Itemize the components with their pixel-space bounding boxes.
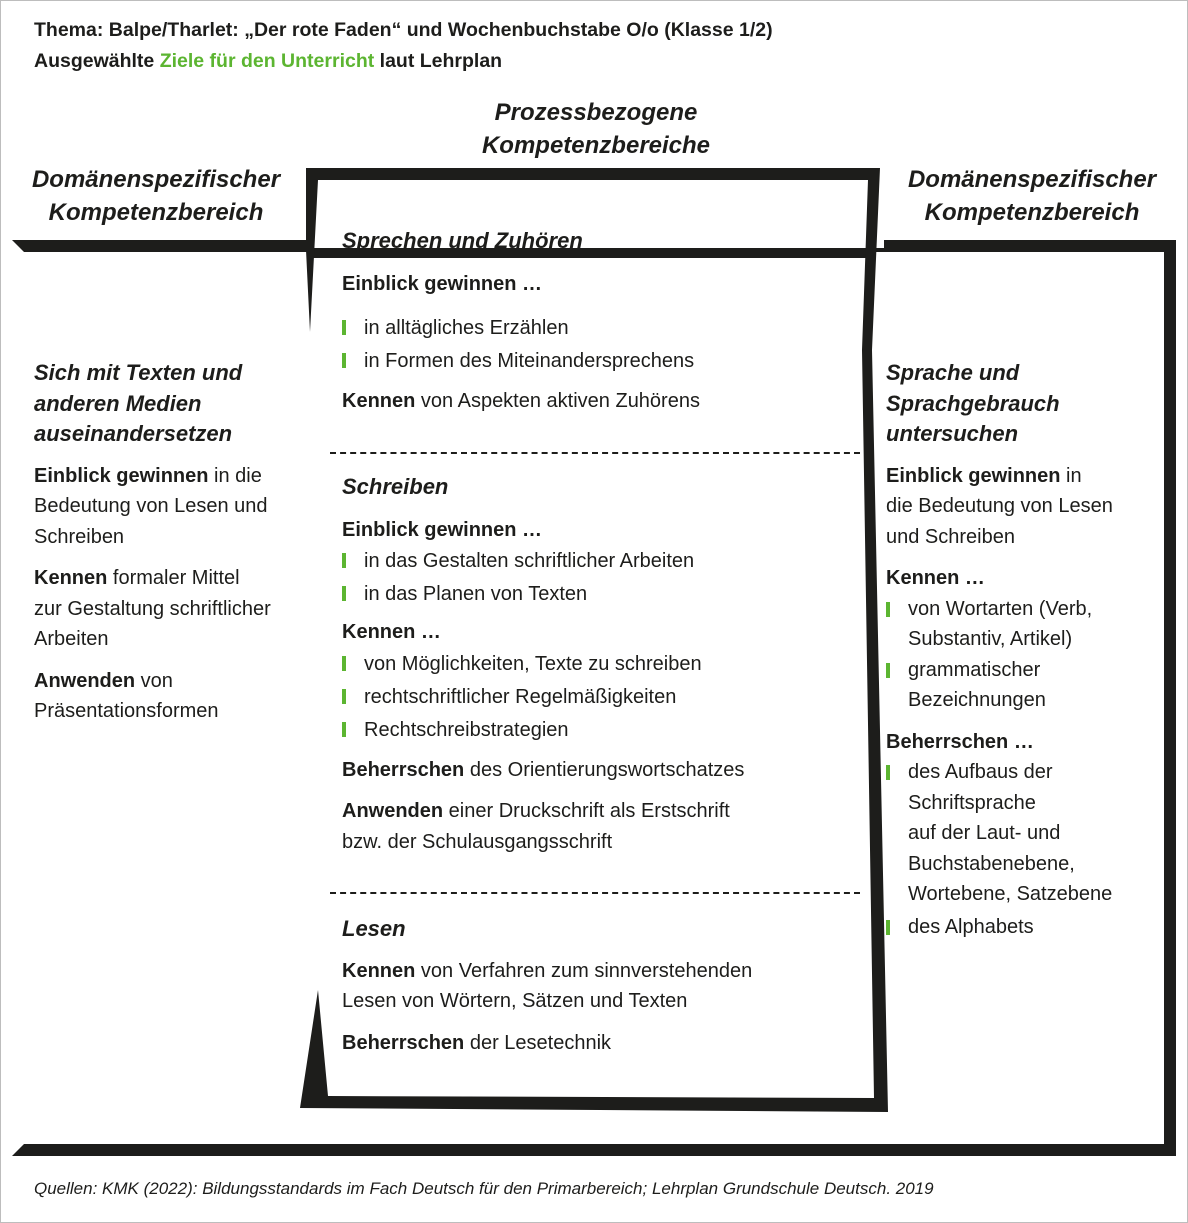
right-b-item1-line2: Schriftsprache (908, 791, 1036, 814)
speaking-p-bold: Kennen (342, 390, 416, 412)
section-speaking-listening (342, 226, 852, 417)
right-title-line1: Sprache und (886, 360, 1020, 385)
left-p1-bold: Einblick gewinnen (34, 464, 209, 487)
topic-line: Thema: Balpe/Tharlet: „Der rote Faden“ und Wochenbuchstabe O/o (Klasse 1/2) (34, 19, 773, 41)
writing-label-know: Kennen … (342, 621, 441, 643)
reading-p1-bold: Kennen (342, 959, 416, 982)
left-p2-line3: Arbeiten (34, 628, 109, 650)
writing-list-know (342, 648, 852, 747)
right-k-item1-line1: von Wortarten (Verb, (908, 597, 1093, 620)
left-paragraph-insight (34, 461, 304, 553)
left-p2-rest: formaler Mittel (107, 567, 240, 589)
right-p1-line3: und Schreiben (886, 525, 1015, 548)
right-label-know: Kennen … (886, 567, 985, 589)
list-item: in das Gestalten schriftlicher Arbeiten (342, 545, 852, 578)
list-item: Rechtschreibstrategien (342, 714, 852, 747)
reading-p1-line2: Lesen von Wörtern, Sätzen und Texten (342, 990, 688, 1012)
speaking-label-insight: Einblick gewinnen … (342, 272, 543, 295)
goals-highlight: Ziele für den Unterricht (159, 50, 375, 72)
left-p1-line3: Schreiben (34, 525, 125, 548)
right-b-item1-line1: des Aufbaus der (908, 761, 1053, 783)
list-item: in Formen des Miteinandersprechens (342, 345, 852, 378)
right-paragraph-insight (886, 461, 1154, 553)
reading-p1-rest: von Verfahren zum sinnverstehenden (415, 959, 753, 982)
right-k-item2-line2: Bezeichnungen (908, 689, 1046, 711)
list-item (886, 655, 1154, 716)
writing-list-insight (342, 545, 852, 611)
left-p1-rest: in die (208, 464, 262, 487)
left-title (34, 358, 304, 450)
reading-p2-rest: der Lesetechnik (464, 1031, 612, 1054)
left-paragraph-apply (34, 666, 304, 727)
left-title-line2: anderen Medien (34, 390, 202, 416)
left-column (34, 358, 304, 738)
left-p1-line2: Bedeutung von Lesen und (34, 495, 268, 517)
list-item: rechtschriftlicher Regelmäßigkeiten (342, 681, 852, 714)
speaking-title: Sprechen und Zuhören (342, 228, 583, 253)
list-item: in alltägliches Erzählen (342, 312, 852, 345)
reading-paragraph-master (342, 1028, 852, 1059)
goals-suffix: laut Lehrplan (374, 50, 503, 72)
right-k-item1-line2: Substantiv, Artikel) (908, 628, 1073, 650)
reading-title: Lesen (342, 916, 406, 941)
heading-domain-right-line2: Kompetenzbereich (924, 199, 1140, 226)
right-list-know (886, 594, 1154, 716)
divider-dashed (330, 892, 860, 894)
heading-domain-right-line1: Domänenspezifischer (907, 166, 1157, 193)
speaking-list (342, 312, 852, 378)
heading-process-line1: Prozessbezogene (494, 99, 698, 126)
writing-p1-rest: des Orientierungswortschatzes (464, 758, 745, 781)
left-p3-rest: von (135, 669, 173, 692)
writing-p2-line2: bzw. der Schulausgangsschrift (342, 830, 613, 853)
writing-paragraph-master (342, 755, 852, 786)
heading-domain-left-line1: Domänenspezifischer (31, 166, 281, 193)
right-list-master (886, 757, 1154, 942)
right-k-item2-line1: grammatischer (908, 658, 1041, 681)
left-p3-line2: Präsentationsformen (34, 700, 219, 722)
writing-p2-rest: einer Druckschrift als Erstschrift (443, 800, 730, 822)
sources-note: Quellen: KMK (2022): Bildungsstandards im Fach Deutsch für den Primarbereich; Lehrplan Grundschule Deutsch. 2019 (34, 1179, 934, 1198)
right-b-item1-line4: Buchstabenebene, (908, 852, 1075, 875)
right-title-line2: Sprachgebrauch (886, 390, 1060, 416)
writing-label-insight: Einblick gewinnen … (342, 518, 543, 541)
right-title-line3: untersuchen (886, 421, 1019, 446)
section-writing (342, 472, 852, 857)
heading-domain-left-line2: Kompetenzbereich (48, 199, 264, 226)
right-column (886, 358, 1154, 942)
list-item (886, 594, 1154, 655)
list-item: in das Planen von Texten (342, 578, 852, 611)
section-reading (342, 914, 852, 1058)
speaking-paragraph-know (342, 386, 852, 417)
list-item: des Alphabets (886, 912, 1154, 943)
left-p2-line2: zur Gestaltung schriftlicher (34, 597, 271, 620)
right-b-item1-line3: auf der Laut- und (908, 822, 1061, 844)
divider-dashed (330, 452, 860, 454)
goals-prefix: Ausgewählte (34, 50, 160, 72)
right-p1-rest: in (1060, 464, 1082, 487)
left-p3-bold: Anwenden (34, 669, 136, 692)
right-title (886, 358, 1154, 450)
right-p1-line2: die Bedeutung von Lesen (886, 495, 1113, 517)
writing-title: Schreiben (342, 474, 449, 499)
reading-p2-bold: Beherrschen (342, 1031, 465, 1054)
right-label-master: Beherrschen … (886, 730, 1034, 753)
reading-paragraph-know (342, 956, 852, 1017)
right-b-item1-line5: Wortebene, Satzebene (908, 883, 1113, 905)
speaking-p-rest: von Aspekten aktiven Zuhörens (415, 390, 700, 412)
left-paragraph-know (34, 563, 304, 655)
writing-p2-bold: Anwenden (342, 800, 444, 822)
list-item: von Möglichkeiten, Texte zu schreiben (342, 648, 852, 681)
list-item (886, 757, 1154, 910)
left-p2-bold: Kennen (34, 567, 108, 589)
right-p1-bold: Einblick gewinnen (886, 464, 1061, 487)
writing-paragraph-apply (342, 796, 852, 857)
left-title-line3: auseinandersetzen (34, 421, 233, 446)
writing-p1-bold: Beherrschen (342, 758, 465, 781)
left-title-line1: Sich mit Texten und (34, 360, 243, 385)
heading-process-line2: Kompetenzbereiche (481, 132, 711, 159)
